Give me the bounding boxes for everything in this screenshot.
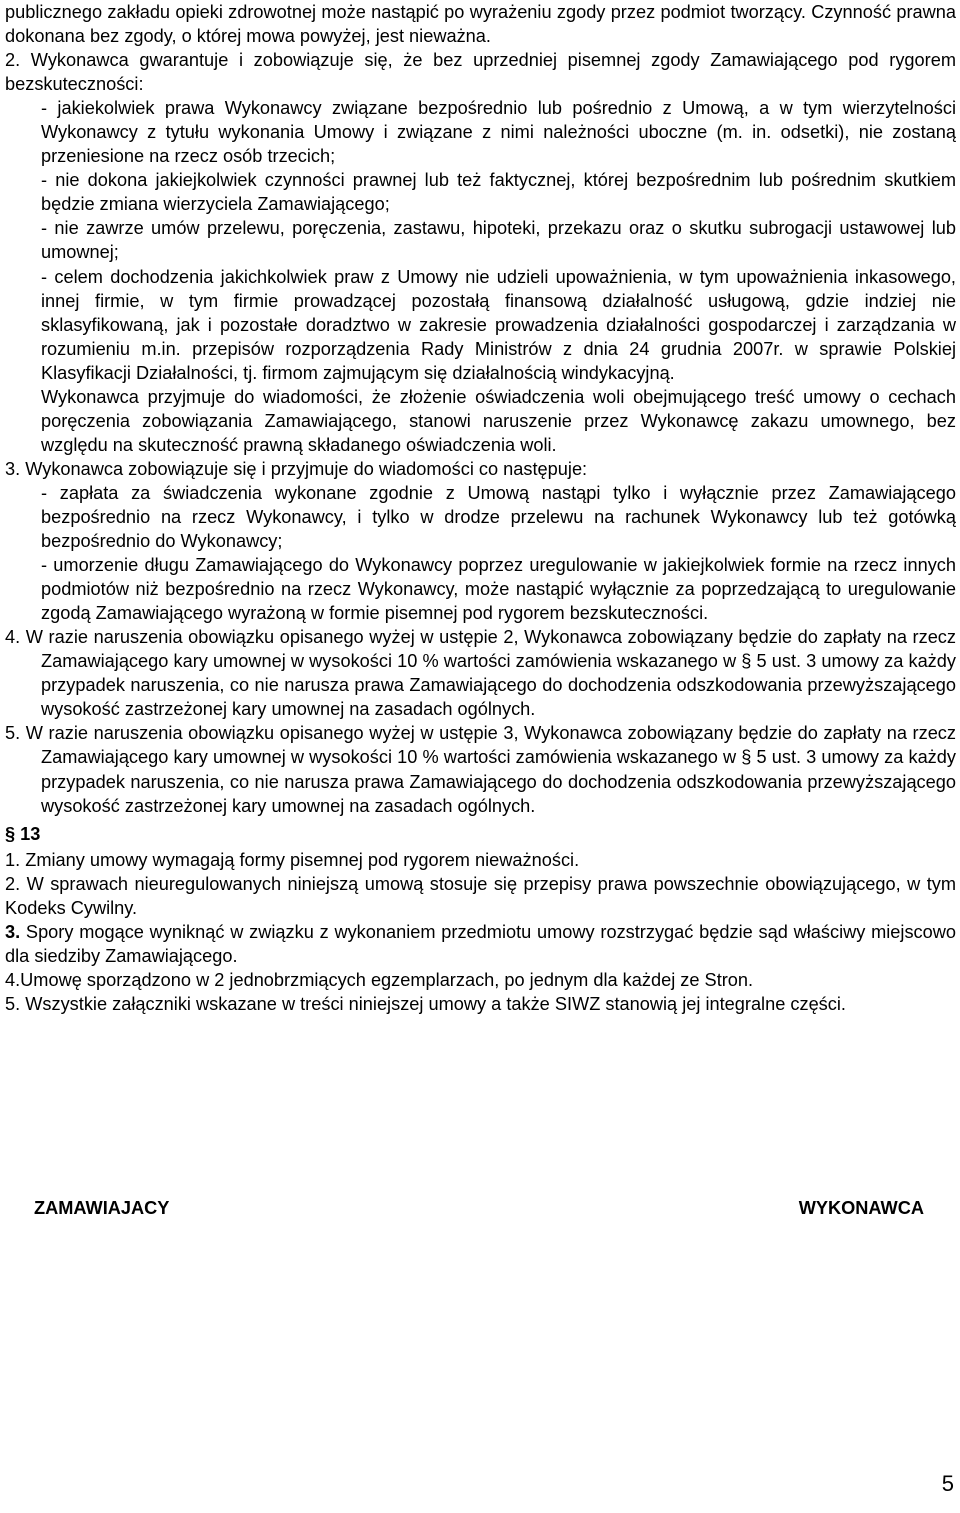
signature-zamawiajacy: ZAMAWIAJACY [34, 1198, 170, 1218]
section-13-paragraph-3-text: Spory mogące wyniknąć w związku z wykonaniem przedmiotu umowy rozstrzygać będzie sąd właściwy miejscowo dla siedziby Zamawiającego. [5, 921, 956, 966]
page-number: 5 [941, 1471, 954, 1496]
section-13-paragraph-2: 2. W sprawach nieuregulowanych niniejszą umową stosuje się przepisy prawa powszechnie obowiązującego, w tym Kodeks Cywilny. [5, 873, 956, 918]
section-13-paragraph-3-number: 3. [5, 921, 21, 942]
intro-paragraph: publicznego zakładu opieki zdrowotnej może nastąpić po wyrażeniu zgody przez podmiot tworzący. Czynność prawna dokonana bez zgody, o której mowa powyżej, jest nieważna. [5, 2, 956, 47]
section-heading: § 13 [5, 823, 41, 844]
section-13-paragraph-3 [5, 920, 956, 968]
paragraph-4: 4. W razie naruszenia obowiązku opisanego wyżej w ustępie 2, Wykonawca zobowiązany będzie do zapłaty na rzecz Zamawiającego kary umownej w wysokości 10 % wartości zamówienia wskazanego w § 5 ust. 3 umowy za każdy przypadek naruszenia, co nie narusza prawa Zamawiającego do dochodzenia odszkodowania przewyższającego wysokość zastrzeżonej kary umownej na zasadach ogólnych. [5, 627, 956, 720]
signature-wykonawca: WYKONAWCA [798, 1198, 924, 1218]
paragraph-2-item: - nie dokona jakiejkolwiek czynności prawnej lub też faktycznej, której bezpośrednim lub pośrednim skutkiem będzie zmiana wierzyciela Zamawiającego; [41, 170, 956, 215]
section-13-paragraph-5: 5. Wszystkie załączniki wskazane w treści niniejszej umowy a także SIWZ stanowią jej integralne części. [5, 993, 846, 1014]
paragraph-3-item: - zapłata za świadczenia wykonane zgodnie z Umową nastąpi tylko i wyłącznie przez Zamawiającego bezpośrednio na rzecz Wykonawcy, i tylko w drodze przelewu na rachunek Wykonawcy lub też gotówką bezpośrednio do Wykonawcy; [41, 482, 956, 552]
section-13-paragraph-1: 1. Zmiany umowy wymagają formy pisemnej pod rygorem nieważności. [5, 849, 580, 870]
paragraph-3-item: - umorzenie długu Zamawiającego do Wykonawcy poprzez uregulowanie w jakiejkolwiek formie na rzecz innych podmiotów niż bezpośrednio na rzecz Wykonawcy, może nastąpić wyłącznie za poprzedzającą to uregulowanie zgodą Zamawiającego wyrażoną w formie pisemnej pod rygorem bezskuteczności. [41, 555, 956, 624]
paragraph-2-item: Wykonawca przyjmuje do wiadomości, że złożenie oświadczenia woli obejmującego treść umowy o cechach poręczenia zobowiązania Zamawiającego, stanowi naruszenie przez Wykonawcę zakazu umownego, bez względu na skuteczność prawną składanego oświadczenia woli. [41, 386, 956, 455]
document-page [5, 0, 956, 1016]
paragraph-5: 5. W razie naruszenia obowiązku opisanego wyżej w ustępie 3, Wykonawca zobowiązany będzie do zapłaty na rzecz Zamawiającego kary umownej w wysokości 10 % wartości zamówienia wskazanego w § 5 ust. 3 umowy za każdy przypadek naruszenia, co nie narusza prawa Zamawiającego do dochodzenia odszkodowania przewyższającego wysokość zastrzeżonej kary umownej na zasadach ogólnych. [5, 723, 956, 816]
signature-block [34, 1196, 924, 1220]
paragraph-2-item: - jakiekolwiek prawa Wykonawcy związane bezpośrednio lub pośrednio z Umową, a w tym wierzytelności Wykonawcy z tytułu wykonania Umowy i związane z nimi należności uboczne (m. in. odsetki), nie zostaną przeniesione na rzecz osób trzecich; [41, 98, 956, 167]
paragraph-2: 2. Wykonawca gwarantuje i zobowiązuje się, że bez uprzedniej pisemnej zgody Zamawiającego pod rygorem bezskuteczności: [5, 50, 956, 95]
section-13-paragraph-4: 4.Umowę sporządzono w 2 jednobrzmiących egzemplarzach, po jednym dla każdej ze Stron. [5, 969, 754, 990]
paragraph-2-item: - nie zawrze umów przelewu, poręczenia, zastawu, hipoteki, przekazu oraz o skutku subrogacji ustawowej lub umownej; [41, 218, 956, 263]
paragraph-2-item: - celem dochodzenia jakichkolwiek praw z Umowy nie udzieli upoważnienia, w tym upoważnienia inkasowego, innej firmie, w tym firmie prowadzącej pozostałą finansową działalność usługową, gdzie indziej nie sklasyfikowaną, jak i pozostałe doradztwo w zakresie prowadzenia działalności gospodarczej i zarządzania w rozumieniu m.in. przepisów rozporządzenia Rady Ministrów z dnia 24 grudnia 2007r. w sprawie Polskiej Klasyfikacji Działalności, tj. firmom zajmującym się działalnością windykacyjną. [41, 266, 956, 383]
paragraph-3: 3. Wykonawca zobowiązuje się i przyjmuje do wiadomości co następuje: [5, 458, 588, 479]
